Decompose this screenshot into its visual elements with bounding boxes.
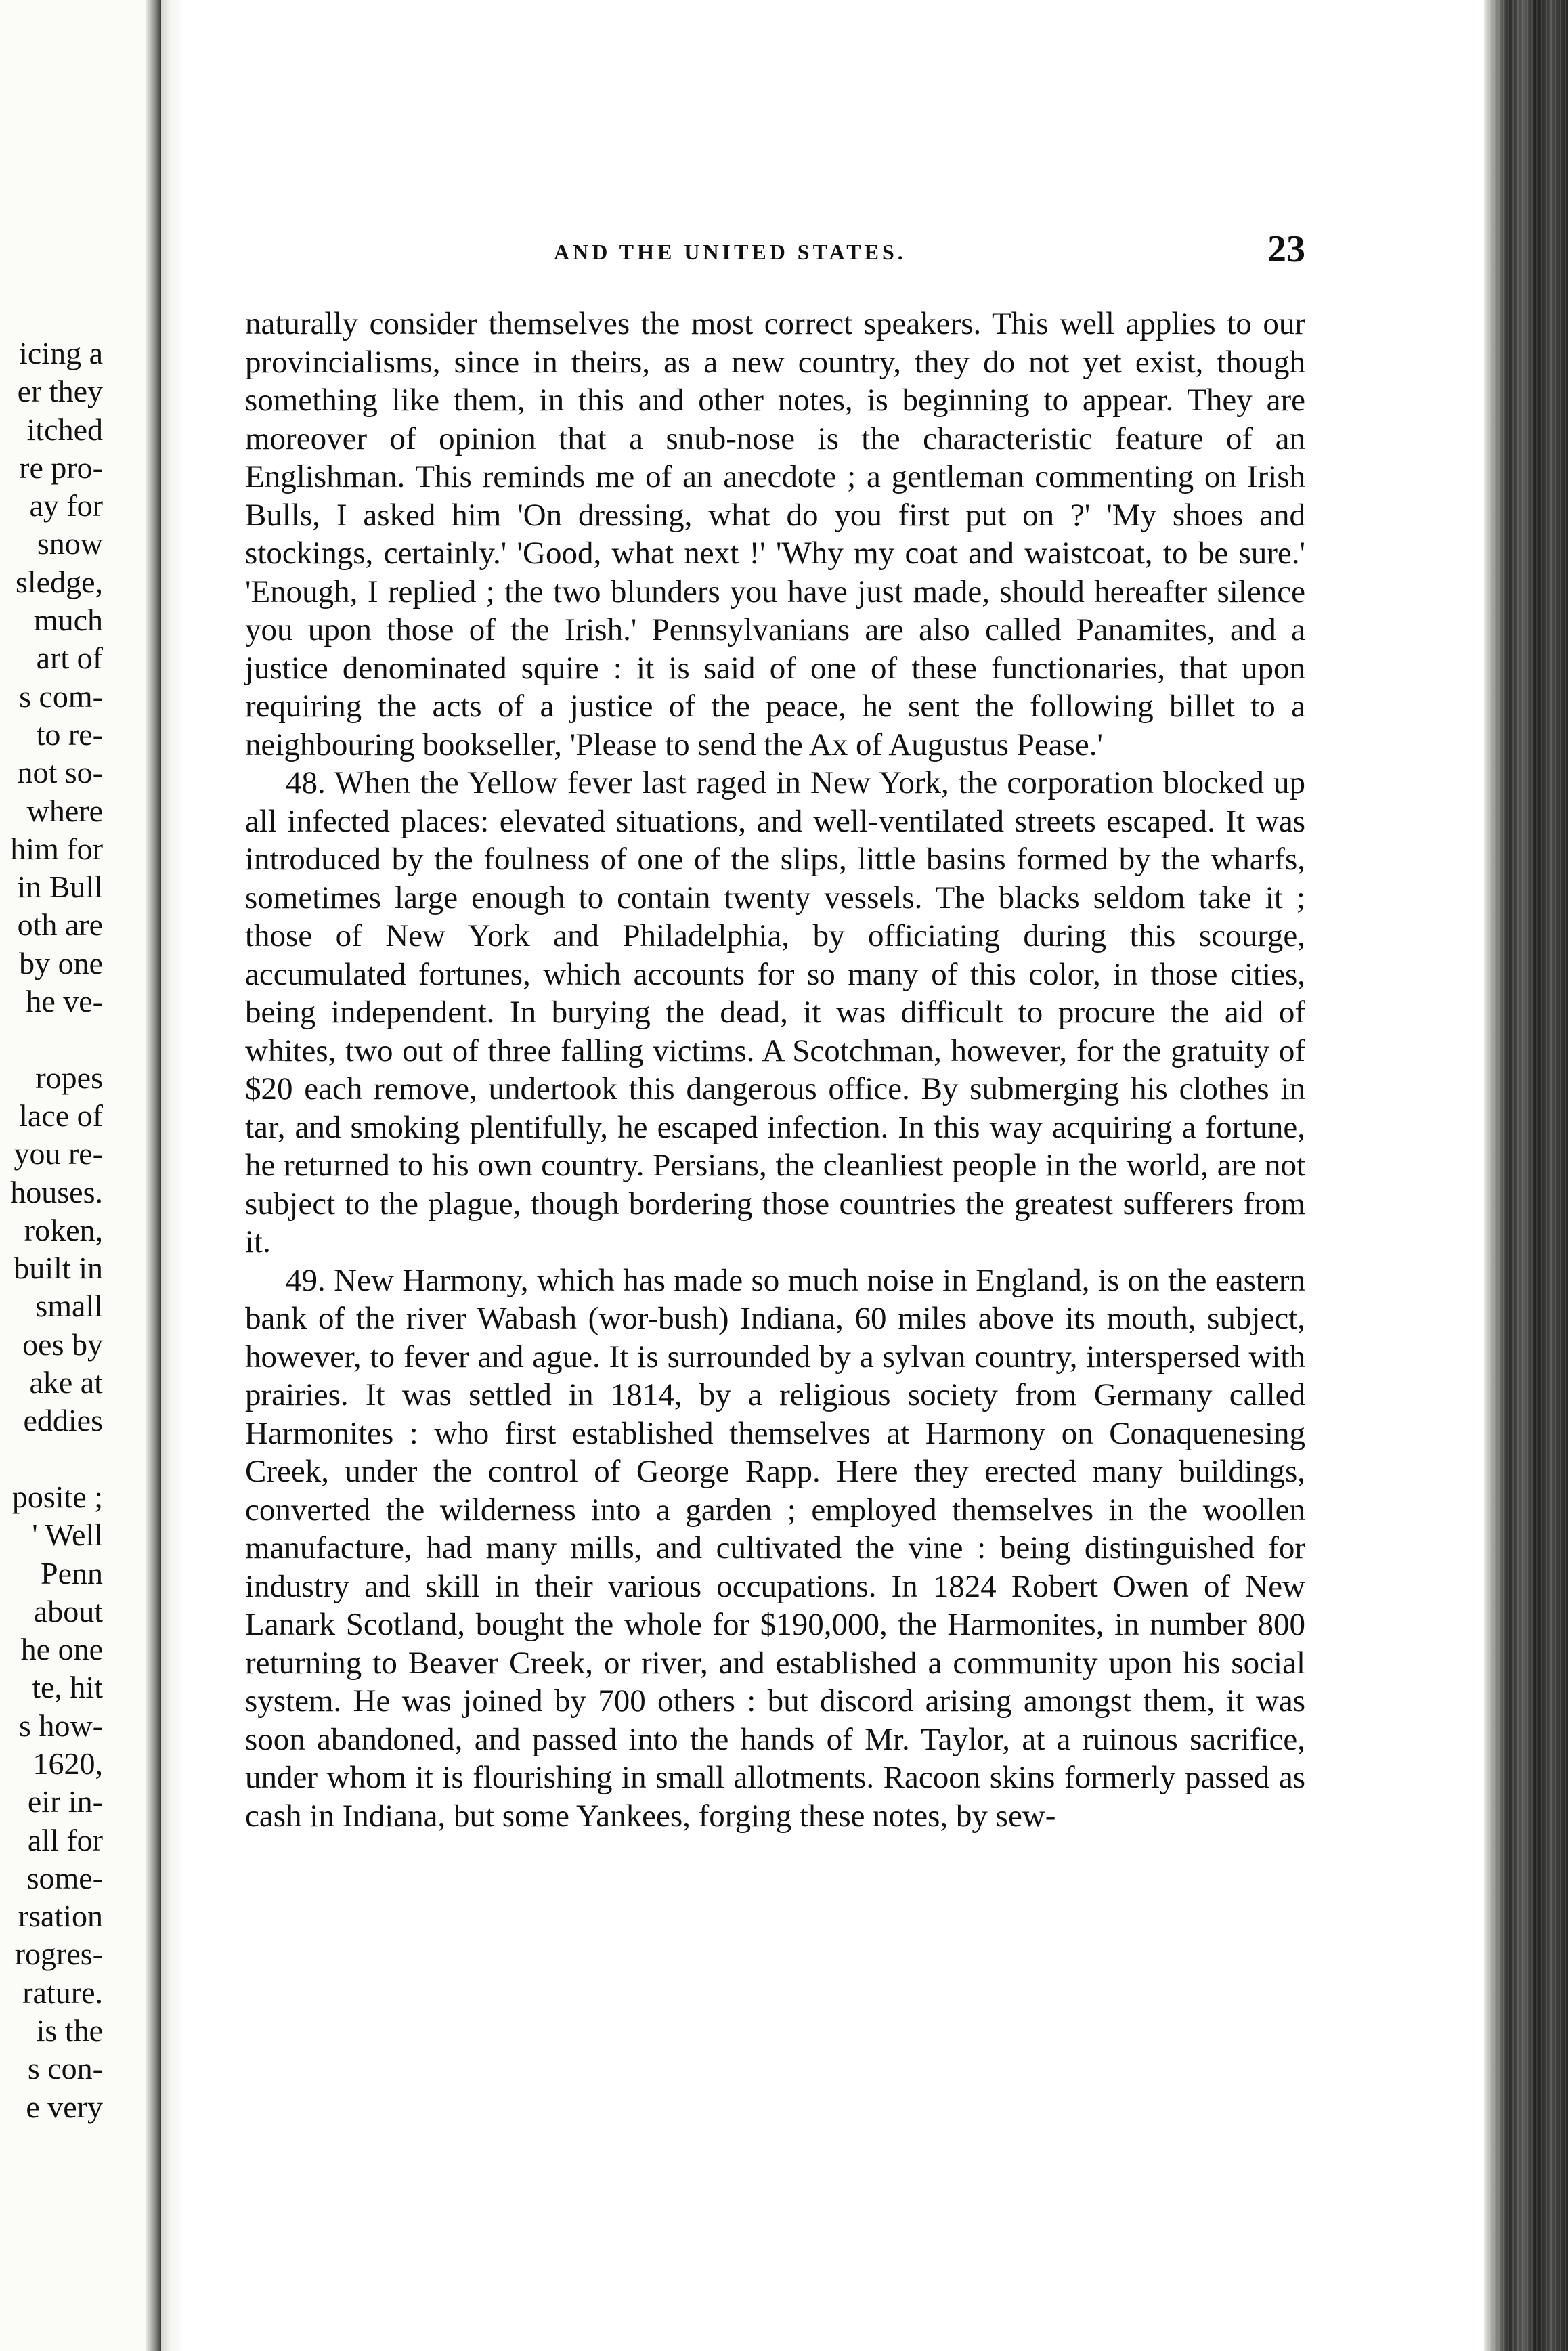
previous-page-line: built in xyxy=(14,1251,103,1286)
previous-page-line: about xyxy=(33,1593,103,1629)
previous-page-line: eddies xyxy=(23,1403,103,1438)
previous-page-line: all for xyxy=(27,1822,103,1857)
previous-page-line: s com- xyxy=(19,678,103,714)
paragraph-49: 49. New Harmony, which has made so much noise in England, is on the eastern bank of the river Wabash (wor-bush) Indiana, 60 miles above its mouth, subject, however, to fever and ague. It is surrounded by a sylvan country, interspersed with prairies. It was settled in 1814, by a religious society from Germany called Harmonites : who first established themselves at Harmony on Conaquenesing Creek, under the control of George Rapp. Here they erected many buildings, converted the wilderness into a garden ; employed themselves in the woollen manufacture, had many mills, and cultivated the vine : being distinguished for industry and skill in their various occupations. In 1824 Robert Owen of New Lanark Scotland, bought the whole for $190,000, the Harmonites, in number 800 returning to Beaver Creek, or river, and established a community upon his social system. He was joined by 700 others : but discord arising amongst them, it was soon abandoned, and passed into the hands of Mr. Taylor, at a ruinous sacrifice, under whom it is flourishing in small allotments. Racoon skins formerly passed as cash in Indiana, but some Yankees, forging these notes, by sew- xyxy=(245,1262,1305,1834)
previous-page-line: icing a xyxy=(19,336,103,370)
previous-page-line: Penn xyxy=(41,1555,103,1591)
previous-page-line: oth are xyxy=(17,907,103,943)
previous-page-line: him for xyxy=(10,831,103,866)
previous-page-line: roken, xyxy=(24,1212,103,1247)
previous-page-line: s how- xyxy=(19,1708,103,1743)
previous-page-line: rature. xyxy=(22,1975,103,2010)
previous-page-line: posite ; xyxy=(12,1479,103,1514)
previous-page-line: rogres- xyxy=(14,1937,103,1972)
previous-page-line: some- xyxy=(26,1860,103,1895)
book-gutter xyxy=(161,0,184,2351)
running-head: AND THE UNITED STATES. xyxy=(554,240,907,264)
previous-page-line: ropes xyxy=(35,1060,103,1095)
page-stack-lines xyxy=(1484,0,1568,2351)
previous-page-line: sledge, xyxy=(15,564,103,599)
paragraph-continuation: naturally consider themselves the most correct speakers. This well applies to our provincialisms, since in theirs, as a new country, they do not yet exist, though something like them, in this and other notes, is beginning to appear. They are moreover of opinion that a snub-nose is the characteristic feature of an Englishman. This reminds me of an anecdote ; a gentleman commenting on Irish Bulls, I asked him 'On dressing, what do you first put on ?' 'My shoes and stockings, certainly.' 'Good, what next !' 'Why my coat and waistcoat, to be sure.' 'Enough, I replied ; the two blunders you have just made, should hereafter silence you upon those of the Irish.' Pennsylvanians are also called Panamites, and a justice denominated squire : it is said of one of these functionaries, that upon requiring the acts of a justice of the peace, he sent the following billet to a neighbouring bookseller, 'Please to send the Ax of Augustus Pease.' xyxy=(245,306,1305,762)
previous-page-line: s con- xyxy=(27,2051,103,2086)
previous-page-line: you re- xyxy=(14,1136,103,1171)
page-fold-shadow xyxy=(146,0,161,2351)
previous-page-line: ake at xyxy=(29,1365,103,1400)
previous-page-line: in Bull xyxy=(17,869,103,905)
previous-page-line: by one xyxy=(19,945,103,980)
previous-page-line: er they xyxy=(17,374,103,409)
previous-page-text xyxy=(0,335,103,2126)
page-number: 23 xyxy=(1267,228,1305,270)
previous-page-line: oes by xyxy=(22,1327,103,1362)
previous-page-line: art of xyxy=(36,641,103,676)
previous-page-line: itched xyxy=(26,412,103,447)
previous-page-line: houses. xyxy=(10,1174,103,1209)
previous-page-line: where xyxy=(26,793,103,828)
page-body xyxy=(245,305,1305,1835)
previous-page-line: not so- xyxy=(17,755,103,790)
previous-page-line: snow xyxy=(37,526,103,561)
previous-page-line xyxy=(0,1020,103,1058)
previous-page-line: he ve- xyxy=(26,984,103,1019)
previous-page-line: lace of xyxy=(19,1098,103,1133)
previous-page-line: 1620, xyxy=(32,1746,103,1781)
previous-page-line: he one xyxy=(20,1632,103,1667)
previous-page-line xyxy=(0,1440,103,1478)
book-page xyxy=(184,0,1484,2351)
previous-page-line: re pro- xyxy=(19,450,103,485)
previous-page-line: ' Well xyxy=(32,1517,103,1553)
previous-page-line: e very xyxy=(26,2089,103,2124)
page-header xyxy=(184,228,1305,268)
previous-page-line: to re- xyxy=(36,716,103,752)
paragraph-48: 48. When the Yellow fever last raged in New York, the corporation blocked up all infected places: elevated situations, and well-ventilated streets escaped. It was introduced by the foulness of one of the slips, little basins formed by the wharfs, sometimes large enough to contain twenty vessels. The blacks seldom take it ; those of New York and Philadelphia, by officiating during this scourge, accumulated fortunes, which accounts for so many of this color, in those cities, being independent. In burying the dead, it was difficult to procure the aid of whites, two out of three falling victims. A Scotchman, however, for the gratuity of $20 each remove, undertook this dangerous office. By submerging his clothes in tar, and smoking plentifully, he escaped infection. In this way acquiring a fortune, he returned to his own country. Persians, the cleanliest people in the world, are not subject to the plague, though bordering those countries the greatest sufferers from it. xyxy=(245,765,1305,1259)
previous-page-line: much xyxy=(33,603,103,638)
previous-page-line: eir in- xyxy=(27,1784,103,1819)
previous-page-line: small xyxy=(35,1289,103,1324)
book-edge xyxy=(1484,0,1568,2351)
previous-page-line: is the xyxy=(36,2013,103,2048)
previous-page-fragment xyxy=(0,0,161,2351)
previous-page-line: ay for xyxy=(29,488,103,523)
previous-page-line: rsation xyxy=(18,1899,103,1934)
previous-page-line: te, hit xyxy=(32,1670,103,1705)
